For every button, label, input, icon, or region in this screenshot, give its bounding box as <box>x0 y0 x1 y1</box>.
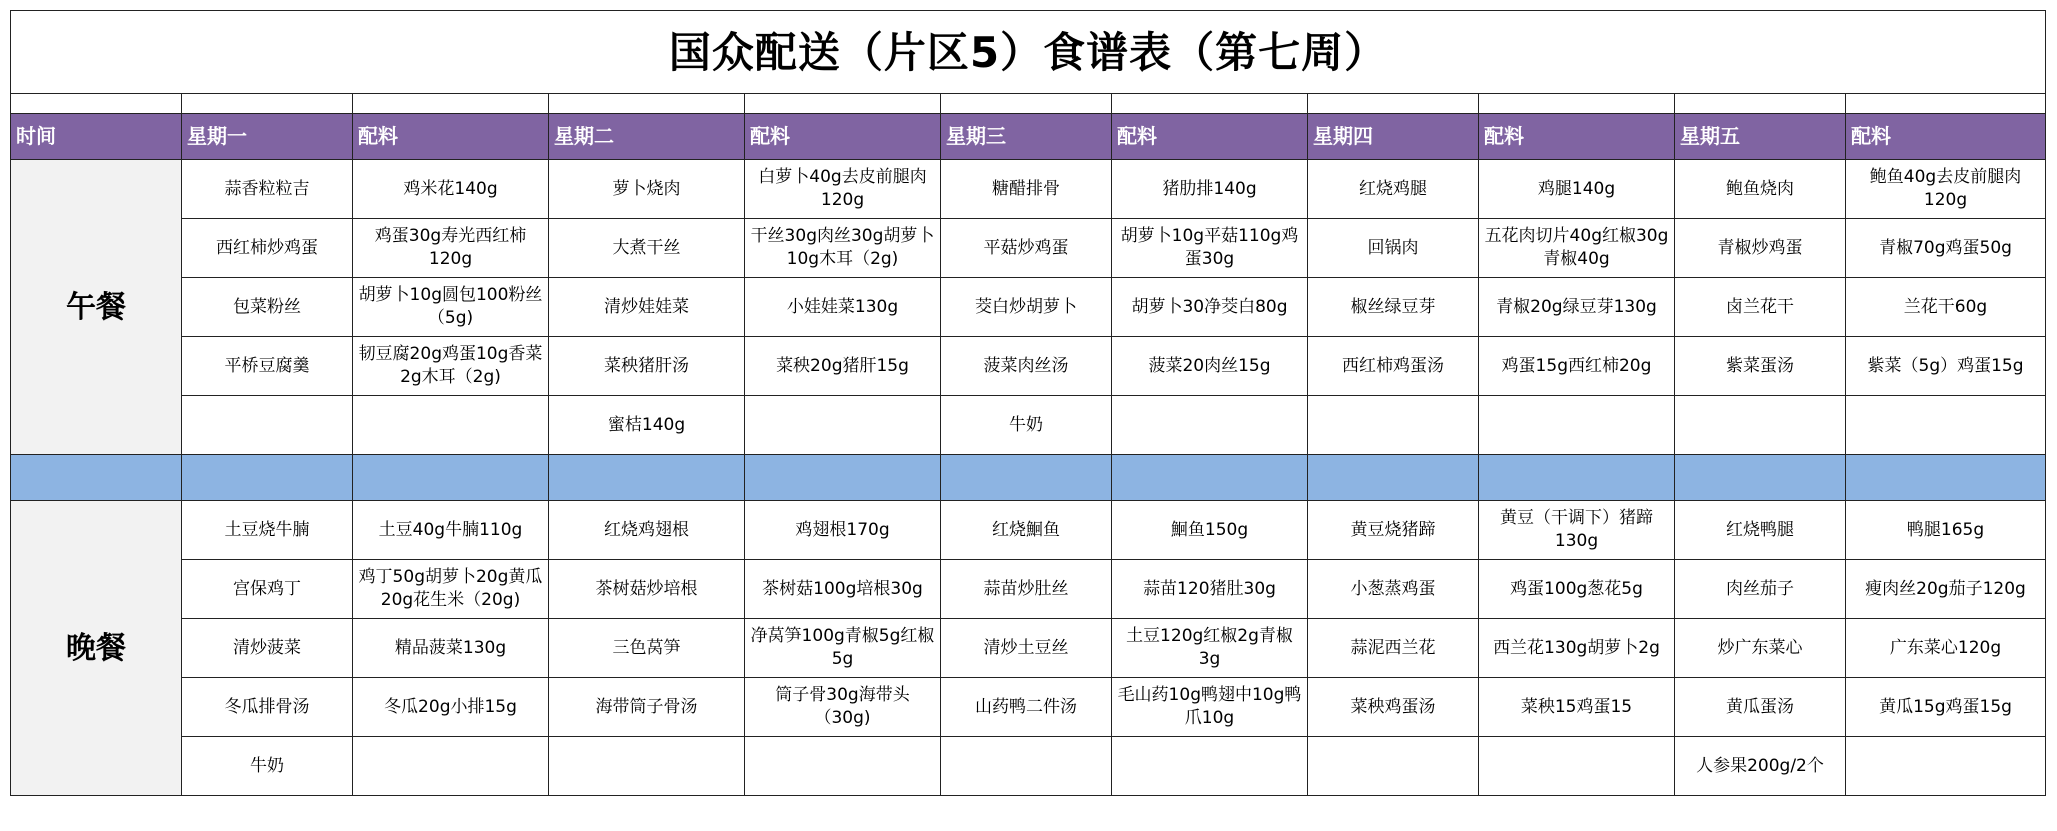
ingredient-cell: 鸡丁50g胡萝卜20g黄瓜20g花生米（20g) <box>353 560 549 619</box>
ingredient-cell <box>745 396 941 455</box>
cell <box>182 94 353 114</box>
dish-cell: 黄瓜蛋汤 <box>1675 678 1846 737</box>
cell <box>1846 94 2046 114</box>
dish-cell: 肉丝茄子 <box>1675 560 1846 619</box>
ingredient-cell <box>1479 737 1675 796</box>
ingredient-cell: 兰花干60g <box>1846 278 2046 337</box>
separator-cell <box>1479 455 1675 501</box>
ingredient-cell: 西兰花130g胡萝卜2g <box>1479 619 1675 678</box>
dish-cell: 卤兰花干 <box>1675 278 1846 337</box>
dish-cell: 西红柿鸡蛋汤 <box>1308 337 1479 396</box>
dish-cell: 蒜泥西兰花 <box>1308 619 1479 678</box>
header-time: 时间 <box>11 114 182 160</box>
table-row <box>11 619 2046 678</box>
ingredient-cell: 小娃娃菜130g <box>745 278 941 337</box>
table-row <box>11 160 2046 219</box>
ingredient-cell: 猪肋排140g <box>1112 160 1308 219</box>
dish-cell: 黄豆烧猪蹄 <box>1308 501 1479 560</box>
dish-cell: 大煮干丝 <box>549 219 745 278</box>
table-row <box>11 678 2046 737</box>
dish-cell: 人参果200g/2个 <box>1675 737 1846 796</box>
ingredient-cell: 青椒20g绿豆芽130g <box>1479 278 1675 337</box>
cell <box>353 94 549 114</box>
ingredient-cell: 韧豆腐20g鸡蛋10g香菜2g木耳（2g) <box>353 337 549 396</box>
table-row <box>11 560 2046 619</box>
ingredient-cell <box>1112 737 1308 796</box>
dish-cell: 红烧鸡翅根 <box>549 501 745 560</box>
dish-cell <box>941 737 1112 796</box>
ingredient-cell: 广东菜心120g <box>1846 619 2046 678</box>
separator-cell <box>549 455 745 501</box>
dish-cell: 清炒娃娃菜 <box>549 278 745 337</box>
dish-cell: 小葱蒸鸡蛋 <box>1308 560 1479 619</box>
separator-cell <box>353 455 549 501</box>
dish-cell <box>182 396 353 455</box>
ingredient-cell: 胡萝卜10g圆包100粉丝（5g) <box>353 278 549 337</box>
separator-cell <box>182 455 353 501</box>
table-row <box>11 337 2046 396</box>
menu-table <box>10 10 2046 796</box>
ingredient-cell: 菠菜20肉丝15g <box>1112 337 1308 396</box>
cell <box>11 94 182 114</box>
dish-cell: 山药鸭二件汤 <box>941 678 1112 737</box>
dish-cell: 蒜苗炒肚丝 <box>941 560 1112 619</box>
cell <box>549 94 745 114</box>
dish-cell: 包菜粉丝 <box>182 278 353 337</box>
dish-cell <box>549 737 745 796</box>
dish-cell: 椒丝绿豆芽 <box>1308 278 1479 337</box>
ingredient-cell: 青椒70g鸡蛋50g <box>1846 219 2046 278</box>
dish-cell: 青椒炒鸡蛋 <box>1675 219 1846 278</box>
dish-cell: 菜秧猪肝汤 <box>549 337 745 396</box>
header-row <box>11 114 2046 160</box>
ingredient-cell: 鸡腿140g <box>1479 160 1675 219</box>
ingredient-cell: 毛山药10g鸭翅中10g鸭爪10g <box>1112 678 1308 737</box>
dish-cell <box>1308 396 1479 455</box>
ingredient-cell: 鸡蛋15g西红柿20g <box>1479 337 1675 396</box>
ingredient-cell: 鸡米花140g <box>353 160 549 219</box>
separator-cell <box>745 455 941 501</box>
ingredient-cell: 黄豆（干调下）猪蹄130g <box>1479 501 1675 560</box>
ingredient-cell: 白萝卜40g去皮前腿肉120g <box>745 160 941 219</box>
ingredient-cell: 茶树菇100g培根30g <box>745 560 941 619</box>
header-ingredients: 配料 <box>1479 114 1675 160</box>
dish-cell: 牛奶 <box>182 737 353 796</box>
ingredient-cell <box>1479 396 1675 455</box>
ingredient-cell <box>353 737 549 796</box>
menu-sheet <box>10 10 2045 796</box>
separator-cell <box>11 455 182 501</box>
dish-cell <box>1308 737 1479 796</box>
table-row <box>11 219 2046 278</box>
ingredient-cell <box>1846 737 2046 796</box>
ingredient-cell: 紫菜（5g）鸡蛋15g <box>1846 337 2046 396</box>
dish-cell: 紫菜蛋汤 <box>1675 337 1846 396</box>
ingredient-cell <box>1112 396 1308 455</box>
ingredient-cell: 净莴笋100g青椒5g红椒5g <box>745 619 941 678</box>
dish-cell: 西红柿炒鸡蛋 <box>182 219 353 278</box>
dish-cell: 红烧鮰鱼 <box>941 501 1112 560</box>
cell <box>1675 94 1846 114</box>
dish-cell: 土豆烧牛腩 <box>182 501 353 560</box>
dish-cell: 鲍鱼烧肉 <box>1675 160 1846 219</box>
dish-cell: 宫保鸡丁 <box>182 560 353 619</box>
separator-cell <box>1308 455 1479 501</box>
ingredient-cell <box>745 737 941 796</box>
header-weekday: 星期一 <box>182 114 353 160</box>
ingredient-cell: 精品菠菜130g <box>353 619 549 678</box>
blank-row <box>11 94 2046 114</box>
header-weekday: 星期四 <box>1308 114 1479 160</box>
dish-cell <box>1675 396 1846 455</box>
ingredient-cell: 菜秧15鸡蛋15 <box>1479 678 1675 737</box>
meal-label: 午餐 <box>11 160 182 455</box>
ingredient-cell: 鸡翅根170g <box>745 501 941 560</box>
table-row <box>11 396 2046 455</box>
dish-cell: 蒜香粒粒吉 <box>182 160 353 219</box>
ingredient-cell: 瘦肉丝20g茄子120g <box>1846 560 2046 619</box>
ingredient-cell: 蒜苗120猪肚30g <box>1112 560 1308 619</box>
table-row <box>11 278 2046 337</box>
ingredient-cell: 鸡蛋100g葱花5g <box>1479 560 1675 619</box>
table-row <box>11 737 2046 796</box>
dish-cell: 红烧鸡腿 <box>1308 160 1479 219</box>
ingredient-cell: 胡萝卜30净茭白80g <box>1112 278 1308 337</box>
cell <box>1479 94 1675 114</box>
dish-cell: 三色莴笋 <box>549 619 745 678</box>
dish-cell: 糖醋排骨 <box>941 160 1112 219</box>
dish-cell: 清炒菠菜 <box>182 619 353 678</box>
dish-cell: 炒广东菜心 <box>1675 619 1846 678</box>
ingredient-cell: 鸭腿165g <box>1846 501 2046 560</box>
ingredient-cell: 菜秧20g猪肝15g <box>745 337 941 396</box>
ingredient-cell: 干丝30g肉丝30g胡萝卜10g木耳（2g) <box>745 219 941 278</box>
dish-cell: 菠菜肉丝汤 <box>941 337 1112 396</box>
dish-cell: 平桥豆腐羹 <box>182 337 353 396</box>
dish-cell: 茶树菇炒培根 <box>549 560 745 619</box>
separator-cell <box>1846 455 2046 501</box>
separator-row <box>11 455 2046 501</box>
ingredient-cell: 土豆120g红椒2g青椒3g <box>1112 619 1308 678</box>
dish-cell: 清炒土豆丝 <box>941 619 1112 678</box>
ingredient-cell <box>353 396 549 455</box>
header-ingredients: 配料 <box>1846 114 2046 160</box>
dish-cell: 冬瓜排骨汤 <box>182 678 353 737</box>
dish-cell: 茭白炒胡萝卜 <box>941 278 1112 337</box>
ingredient-cell <box>1846 396 2046 455</box>
ingredient-cell: 土豆40g牛腩110g <box>353 501 549 560</box>
header-weekday: 星期五 <box>1675 114 1846 160</box>
cell <box>1308 94 1479 114</box>
ingredient-cell: 冬瓜20g小排15g <box>353 678 549 737</box>
dish-cell: 蜜桔140g <box>549 396 745 455</box>
ingredient-cell: 鸡蛋30g寿光西红柿120g <box>353 219 549 278</box>
dish-cell: 平菇炒鸡蛋 <box>941 219 1112 278</box>
separator-cell <box>1112 455 1308 501</box>
dish-cell: 菜秧鸡蛋汤 <box>1308 678 1479 737</box>
dish-cell: 牛奶 <box>941 396 1112 455</box>
meal-label: 晚餐 <box>11 501 182 796</box>
dish-cell: 回锅肉 <box>1308 219 1479 278</box>
cell <box>745 94 941 114</box>
cell <box>941 94 1112 114</box>
ingredient-cell: 黄瓜15g鸡蛋15g <box>1846 678 2046 737</box>
ingredient-cell: 鮰鱼150g <box>1112 501 1308 560</box>
cell <box>1112 94 1308 114</box>
dish-cell: 红烧鸭腿 <box>1675 501 1846 560</box>
ingredient-cell: 筒子骨30g海带头（30g) <box>745 678 941 737</box>
ingredient-cell: 鲍鱼40g去皮前腿肉120g <box>1846 160 2046 219</box>
page-title: 国众配送（片区5）食谱表（第七周） <box>11 11 2046 94</box>
dish-cell: 海带筒子骨汤 <box>549 678 745 737</box>
separator-cell <box>1675 455 1846 501</box>
header-ingredients: 配料 <box>353 114 549 160</box>
header-weekday: 星期二 <box>549 114 745 160</box>
ingredient-cell: 五花肉切片40g红椒30g青椒40g <box>1479 219 1675 278</box>
separator-cell <box>941 455 1112 501</box>
header-ingredients: 配料 <box>1112 114 1308 160</box>
header-ingredients: 配料 <box>745 114 941 160</box>
dish-cell: 萝卜烧肉 <box>549 160 745 219</box>
ingredient-cell: 胡萝卜10g平菇110g鸡蛋30g <box>1112 219 1308 278</box>
header-weekday: 星期三 <box>941 114 1112 160</box>
table-row <box>11 501 2046 560</box>
